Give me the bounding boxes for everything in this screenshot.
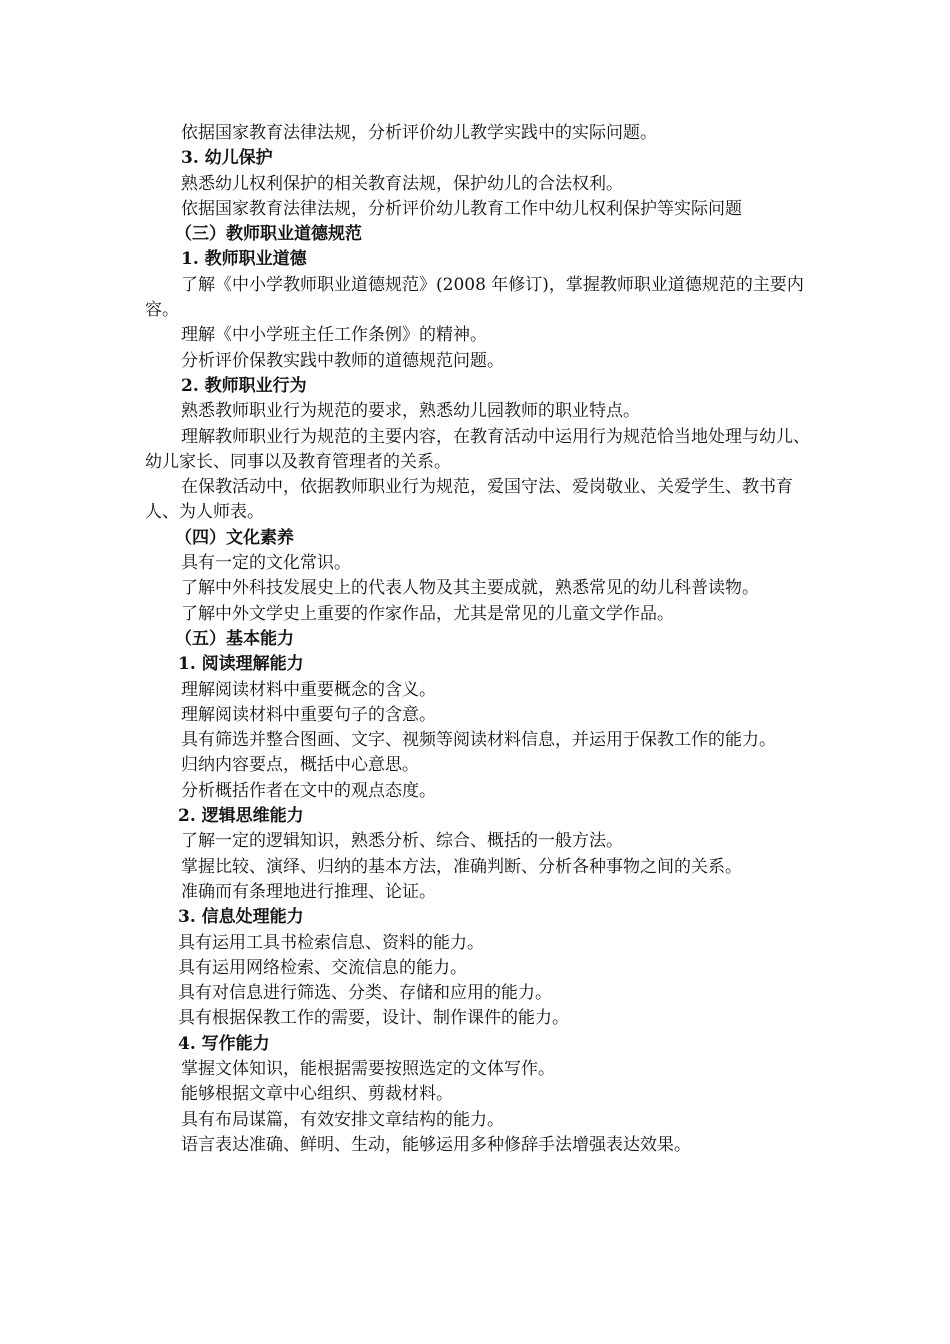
section-heading: （三）教师职业道德规范 xyxy=(175,224,362,245)
paragraph: 依据国家教育法律法规，分析评价幼儿教育工作中幼儿权利保护等实际问题 xyxy=(181,198,742,219)
paragraph: 归纳内容要点，概括中心意思。 xyxy=(181,755,419,776)
paragraph: 语言表达准确、鲜明、生动，能够运用多种修辞手法增强表达效果。 xyxy=(181,1134,691,1155)
paragraph: 依据国家教育法律法规，分析评价幼儿教学实践中的实际问题。 xyxy=(181,123,657,143)
paragraph: 具有布局谋篇，有效安排文章结构的能力。 xyxy=(181,1109,504,1130)
paragraph: 了解中外科技发展史上的代表人物及其主要成就，熟悉常见的幼儿科普读物。 xyxy=(181,578,759,599)
paragraph: 能够根据文章中心组织、剪裁材料。 xyxy=(181,1084,453,1105)
paragraph: 具有对信息进行筛选、分类、存储和应用的能力。 xyxy=(178,983,552,1004)
subheading: 3. 信息处理能力 xyxy=(178,907,304,928)
subheading: 1. 教师职业道德 xyxy=(181,249,307,270)
section-heading: （四）文化素养 xyxy=(175,527,294,548)
paragraph: 理解教师职业行为规范的主要内容，在教育活动中运用行为规范恰当地处理与幼儿、幼儿家长、同事以及教育管理者的关系。 xyxy=(145,426,810,472)
document-body xyxy=(145,121,810,1158)
paragraph: 具有根据保教工作的需要，设计、制作课件的能力。 xyxy=(178,1008,569,1029)
paragraph: 理解阅读材料中重要句子的含意。 xyxy=(181,704,436,725)
paragraph: 理解阅读材料中重要概念的含义。 xyxy=(181,679,436,700)
paragraph: 掌握文体知识，能根据需要按照选定的文体写作。 xyxy=(181,1058,555,1079)
section-heading: （五）基本能力 xyxy=(175,628,294,649)
paragraph: 熟悉教师职业行为规范的要求，熟悉幼儿园教师的职业特点。 xyxy=(181,401,640,422)
paragraph: 了解一定的逻辑知识，熟悉分析、综合、概括的一般方法。 xyxy=(181,831,623,852)
paragraph: 了解《中小学教师职业道德规范》(2008 年修订)，掌握教师职业道德规范的主要内容。 xyxy=(145,274,804,321)
paragraph: 准确而有条理地进行推理、论证。 xyxy=(181,881,436,902)
paragraph: 分析概括作者在文中的观点态度。 xyxy=(181,780,436,801)
paragraph: 掌握比较、演绎、归纳的基本方法，准确判断、分析各种事物之间的关系。 xyxy=(181,856,742,877)
paragraph: 熟悉幼儿权利保护的相关教育法规，保护幼儿的合法权利。 xyxy=(181,173,623,194)
paragraph: 分析评价保教实践中教师的道德规范问题。 xyxy=(181,350,504,371)
paragraph: 具有运用网络检索、交流信息的能力。 xyxy=(178,957,467,978)
paragraph: 具有筛选并整合图画、文字、视频等阅读材料信息，并运用于保教工作的能力。 xyxy=(181,730,776,751)
subheading: 1. 阅读理解能力 xyxy=(178,654,304,675)
subheading: 3. 幼儿保护 xyxy=(181,148,273,169)
paragraph: 理解《中小学班主任工作条例》的精神。 xyxy=(181,325,487,346)
paragraph: 了解中外文学史上重要的作家作品，尤其是常见的儿童文学作品。 xyxy=(181,603,674,624)
subheading: 2. 逻辑思维能力 xyxy=(178,806,304,827)
subheading: 2. 教师职业行为 xyxy=(181,375,307,396)
paragraph: 具有运用工具书检索信息、资料的能力。 xyxy=(178,932,484,953)
subheading: 4. 写作能力 xyxy=(178,1033,270,1054)
paragraph: 具有一定的文化常识。 xyxy=(181,553,351,574)
paragraph: 在保教活动中，依据教师职业行为规范，爱国守法、爱岗敬业、关爱学生、教书育人、为人师表。 xyxy=(145,477,793,523)
